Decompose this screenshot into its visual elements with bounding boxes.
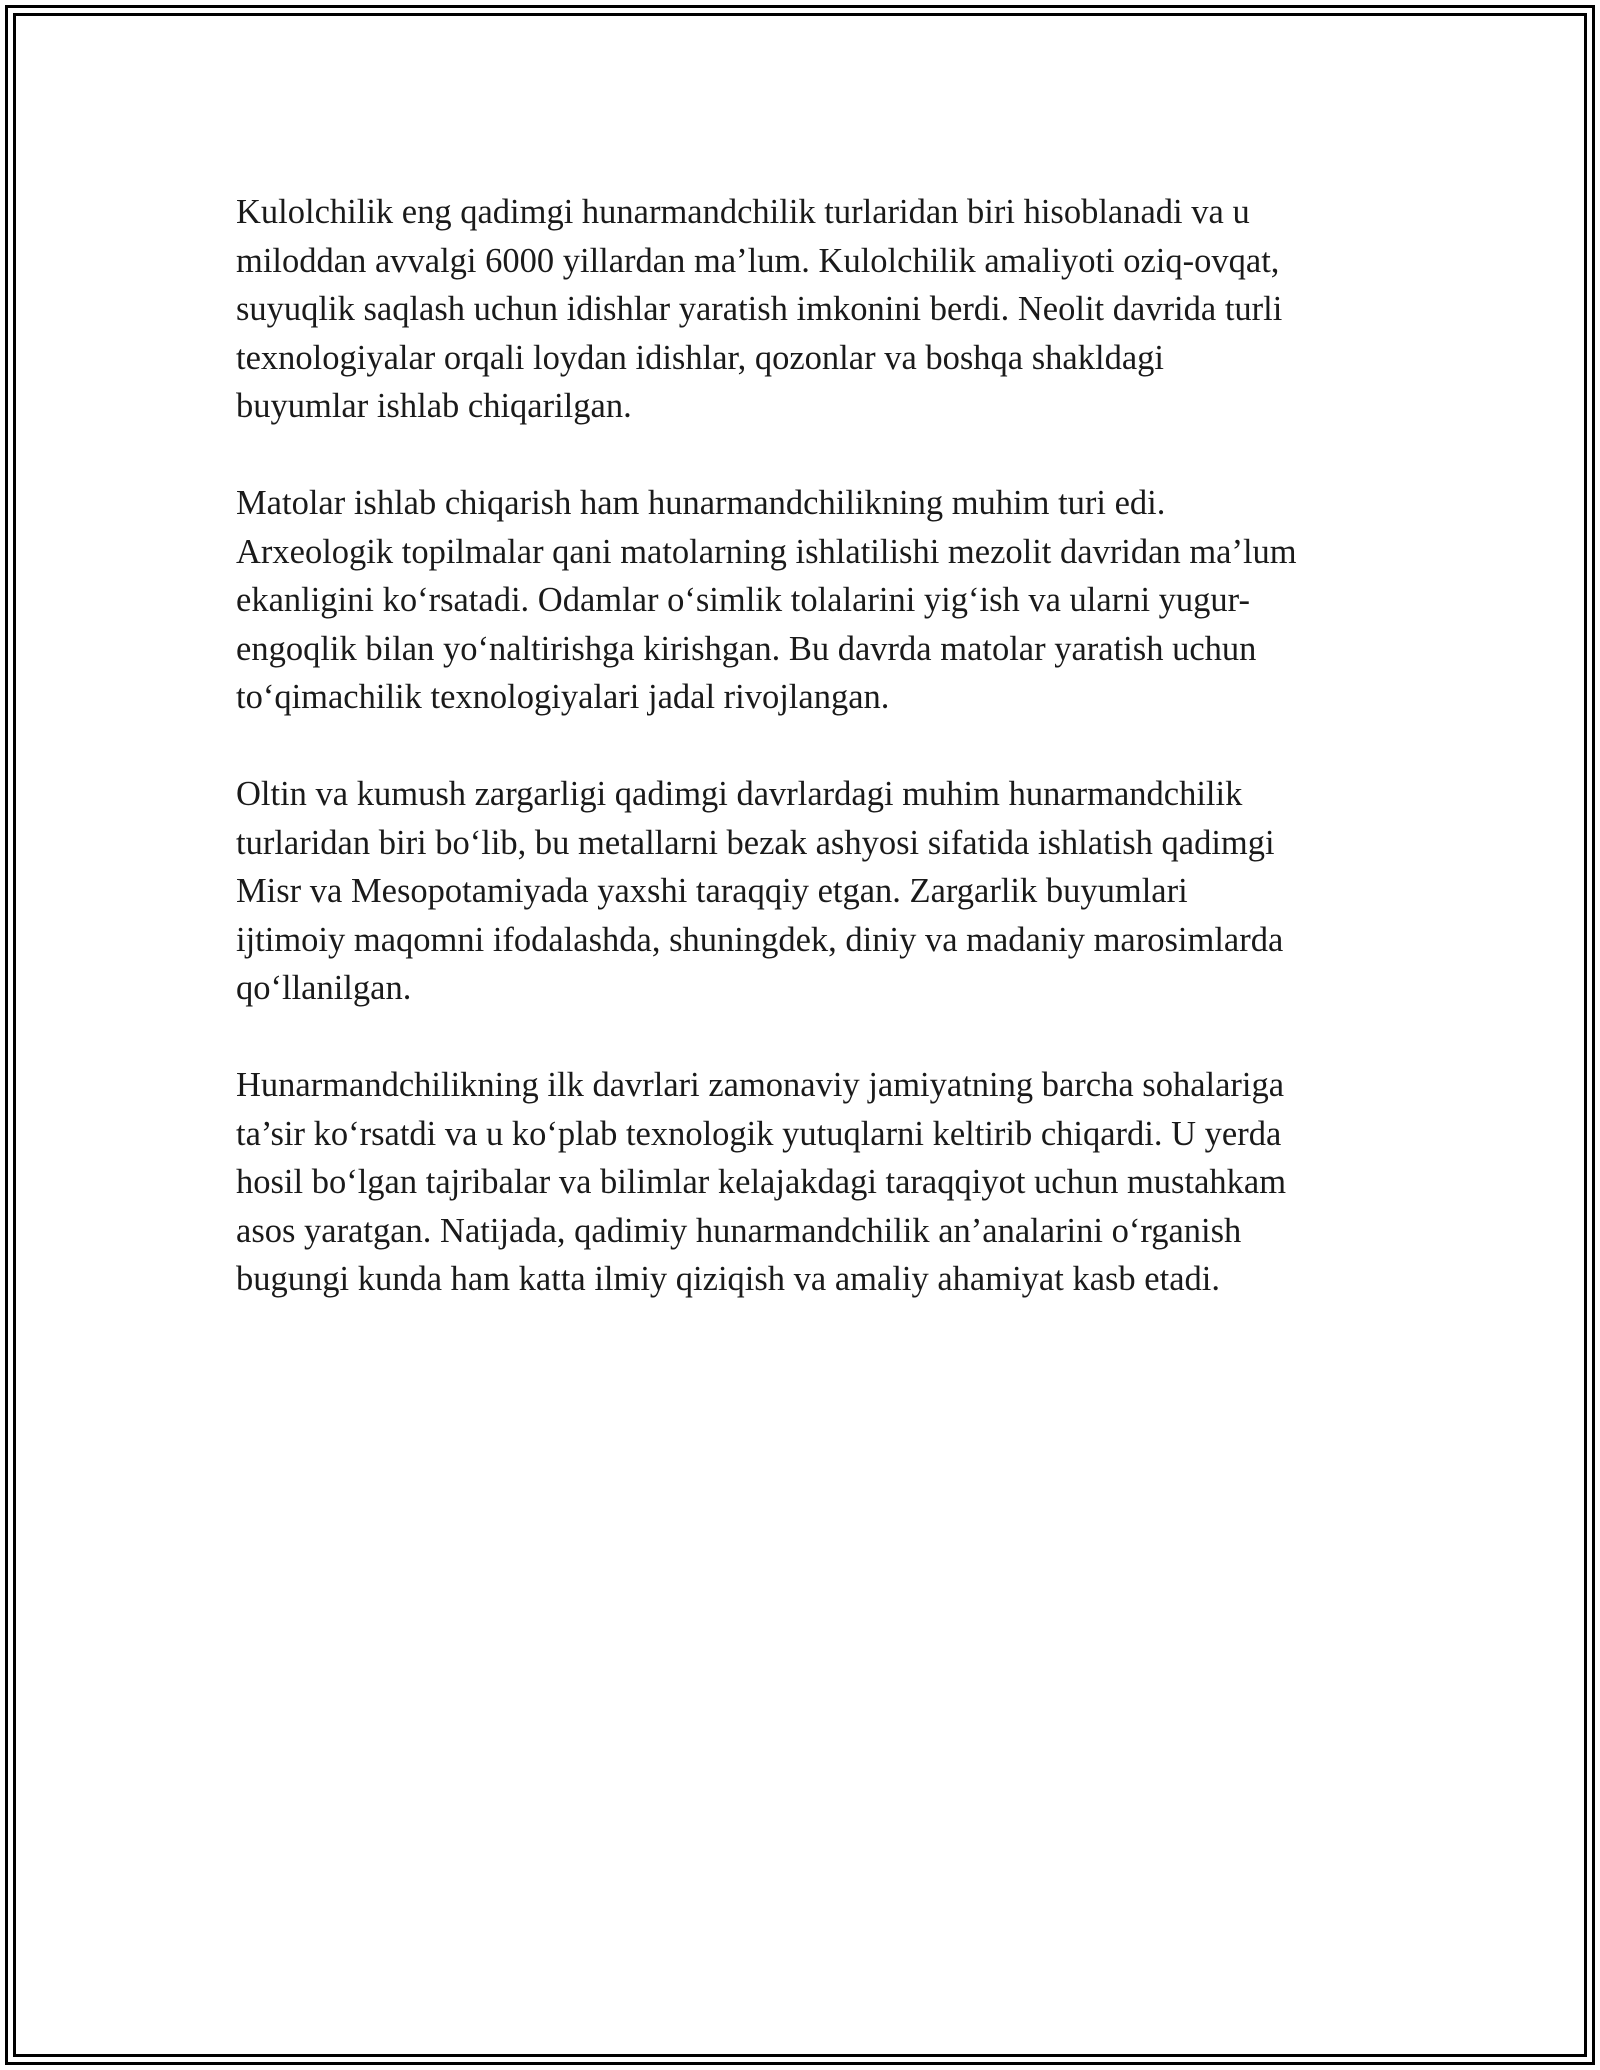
text-line: bugungi kunda ham katta ilmiy qiziqish va amaliy ahamiyat kasb etadi.	[236, 1260, 1220, 1298]
text-line: to‘qimachilik texnologiyalari jadal rivojlangan.	[236, 678, 890, 716]
text-line: qo‘llanilgan.	[236, 969, 412, 1007]
text-line: hosil bo‘lgan tajribalar va bilimlar kelajakdagi taraqqiyot uchun mustahkam	[236, 1163, 1287, 1201]
text-line: Kulolchilik eng qadimgi hunarmandchilik turlaridan biri hisoblanadi va u	[236, 193, 1250, 231]
text-line: asos yaratgan. Natijada, qadimiy hunarmandchilik an’analarini o‘rganish	[236, 1211, 1242, 1250]
text-line: suyuqlik saqlash uchun idishlar yaratish imkonini berdi. Neolit davrida turli	[236, 290, 1283, 328]
text-line: Misr va Mesopotamiyada yaxshi taraqqiy etgan. Zargarlik buyumlari	[236, 872, 1188, 910]
paragraph-textiles	[236, 479, 1376, 722]
text-line: Matolar ishlab chiqarish ham hunarmandchilikning muhim turi edi.	[236, 484, 1166, 522]
text-line: ta’sir ko‘rsatdi va u ko‘plab texnologik yutuqlarni keltirib chiqardi. U yerda	[236, 1114, 1282, 1153]
text-line: ijtimoiy maqomni ifodalashda, shuningdek, diniy va madaniy marosimlarda	[236, 920, 1284, 959]
paragraph-pottery	[236, 188, 1376, 431]
text-line: texnologiyalar orqali loydan idishlar, qozonlar va boshqa shakldagi	[236, 338, 1164, 377]
text-line: ekanligini ko‘rsatadi. Odamlar o‘simlik tolalarini yig‘ish va ularni yugur-	[236, 581, 1250, 619]
text-line: Oltin va kumush zargarligi qadimgi davrlardagi muhim hunarmandchilik	[236, 775, 1243, 813]
text-line: buyumlar ishlab chiqarilgan.	[236, 387, 632, 425]
text-line: Hunarmandchilikning ilk davrlari zamonaviy jamiyatning barcha sohalariga	[236, 1066, 1285, 1104]
text-line: Arxeologik topilmalar qani matolarning ishlatilishi mezolit davridan ma’lum	[236, 532, 1297, 571]
text-line: miloddan avvalgi 6000 yillardan ma’lum. Kulolchilik amaliyoti oziq-ovqat,	[236, 241, 1280, 280]
paragraph-conclusion	[236, 1061, 1376, 1304]
document-body	[236, 188, 1376, 1352]
text-line: engoqlik bilan yo‘naltirishga kirishgan. Bu davrda matolar yaratish uchun	[236, 629, 1257, 668]
paragraph-jewelry	[236, 770, 1376, 1013]
text-line: turlaridan biri bo‘lib, bu metallarni bezak ashyosi sifatida ishlatish qadimgi	[236, 823, 1275, 862]
